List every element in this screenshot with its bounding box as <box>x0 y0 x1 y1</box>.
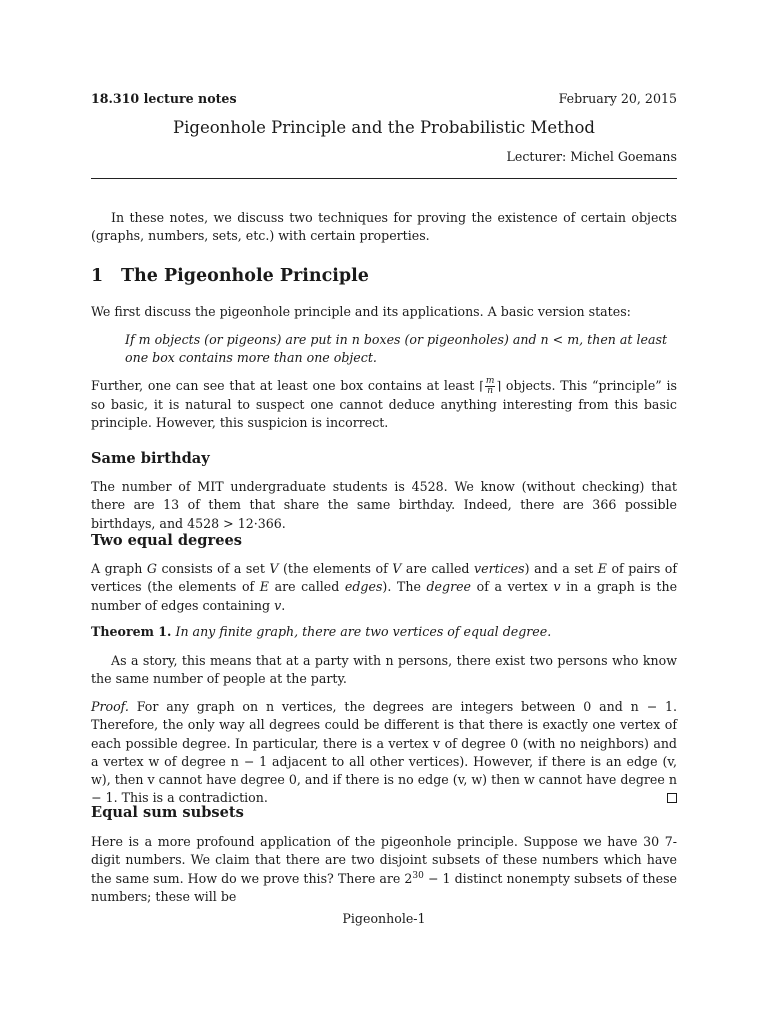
ceiling-expression: ⌈ $\frac{m}{n}$ ⌉ <box>479 376 502 396</box>
def-math: v <box>553 579 561 595</box>
subsets-text: Here is a more profound application of the pigeonhole principle. Suppose we have 30 7-digit numbers. We claim that there are two disjoint subsets of these numbers which have the same sum. How do we prove this? There are 2 <box>91 834 677 886</box>
page-footer: Pigeonhole-1 <box>342 911 426 926</box>
intro-paragraph: In these notes, we discuss two techniques for proving the existence of certain objects (graphs, numbers, sets, etc.) with certain properties. <box>91 210 677 244</box>
document-title: Pigeonhole Principle and the Probabilistic Method <box>173 118 595 137</box>
def-math: E <box>597 561 607 576</box>
def-text: ). The <box>382 579 427 595</box>
graph-definition-paragraph <box>91 560 677 615</box>
subsets-paragraph <box>91 833 677 906</box>
proof-label: Proof. <box>91 699 129 714</box>
ceiling-denominator: n <box>487 386 494 396</box>
date-label: February 20, 2015 <box>558 91 677 106</box>
def-text: consists of a set <box>156 561 270 576</box>
birthday-paragraph: The number of MIT undergraduate students is 4528. We know (without checking) that there are 13 of them that share the same birthday. Indeed, there are 366 possible birthdays, and 4528 > 12·366. <box>91 479 677 531</box>
def-term: degree <box>426 579 472 595</box>
def-text: are called <box>269 579 345 595</box>
qed-square-icon <box>667 793 677 803</box>
def-math: G <box>146 561 157 576</box>
def-text: ) and a set <box>524 561 598 576</box>
course-label: 18.310 lecture notes <box>91 91 237 106</box>
ceiling-paragraph <box>91 377 677 433</box>
story-paragraph: As a story, this means that at a party with n persons, there exist two persons who know the same number of people at the party. <box>91 653 677 687</box>
pigeonhole-statement: If m objects (or pigeons) are put in n boxes (or pigeonholes) and n < m, then at least one box contains more than one object. <box>125 332 667 366</box>
def-text: of a vertex <box>471 579 554 595</box>
def-math: E <box>259 579 269 595</box>
ceiling-text-before: Further, one can see that at least one box contains at least <box>91 378 475 393</box>
def-text: are called <box>401 561 474 576</box>
theorem-label: Theorem 1. <box>91 624 172 639</box>
section-heading <box>91 267 369 285</box>
subsection-heading-subsets: Equal sum subsets <box>91 804 244 821</box>
subsets-text: − 1 distinct nonempty subsets of these numbers; these will be <box>91 870 678 904</box>
section-intro-paragraph: We first discuss the pigeonhole principle and its applications. A basic version states: <box>91 304 631 319</box>
section-title: The Pigeonhole Principle <box>121 266 369 286</box>
proof-paragraph <box>91 698 677 808</box>
def-text: of pairs of vertices (the elements of <box>91 561 678 595</box>
subsection-heading-degrees: Two equal degrees <box>91 532 242 549</box>
theorem-text: In any finite graph, there are two vertices of equal degree. <box>175 624 552 639</box>
def-term: vertices <box>474 561 525 576</box>
def-math: v <box>274 597 282 613</box>
lecturer-line: Lecturer: Michel Goemans <box>506 149 677 164</box>
def-text: . <box>281 597 286 613</box>
def-text: A graph <box>91 561 147 576</box>
header-rule <box>91 178 677 179</box>
def-math: V <box>269 561 279 576</box>
subsets-exponent: 30 <box>412 870 424 881</box>
ceiling-text-after: objects. This “principle” is so basic, it is natural to suspect one cannot deduce anything interesting from this basic principle. However, this suspicion is incorrect. <box>91 378 677 431</box>
def-text: in a graph is the number of edges containing <box>91 579 678 613</box>
running-header <box>91 90 677 108</box>
def-math: V <box>392 561 402 576</box>
ceiling-numerator: m <box>485 376 495 386</box>
subsection-heading-birthday: Same birthday <box>91 450 210 467</box>
def-term: edges <box>344 579 383 595</box>
proof-text: For any graph on n vertices, the degrees are integers between 0 and n − 1. Therefore, the only way all degrees could be different is that there is exactly one vertex of each possible degree. In particular, there is a vertex v of degree 0 (with no neighbors) and a vertex w of degree n − 1 adjacent to all other vertices). However, if there is an edge (v, w), then v cannot have degree 0, and if there is no edge (v, w) then w cannot have degree n − 1. This is a contradiction. <box>91 699 677 806</box>
theorem-statement <box>91 623 677 641</box>
def-text: (the elements of <box>278 561 393 576</box>
section-number: 1 <box>91 266 104 286</box>
